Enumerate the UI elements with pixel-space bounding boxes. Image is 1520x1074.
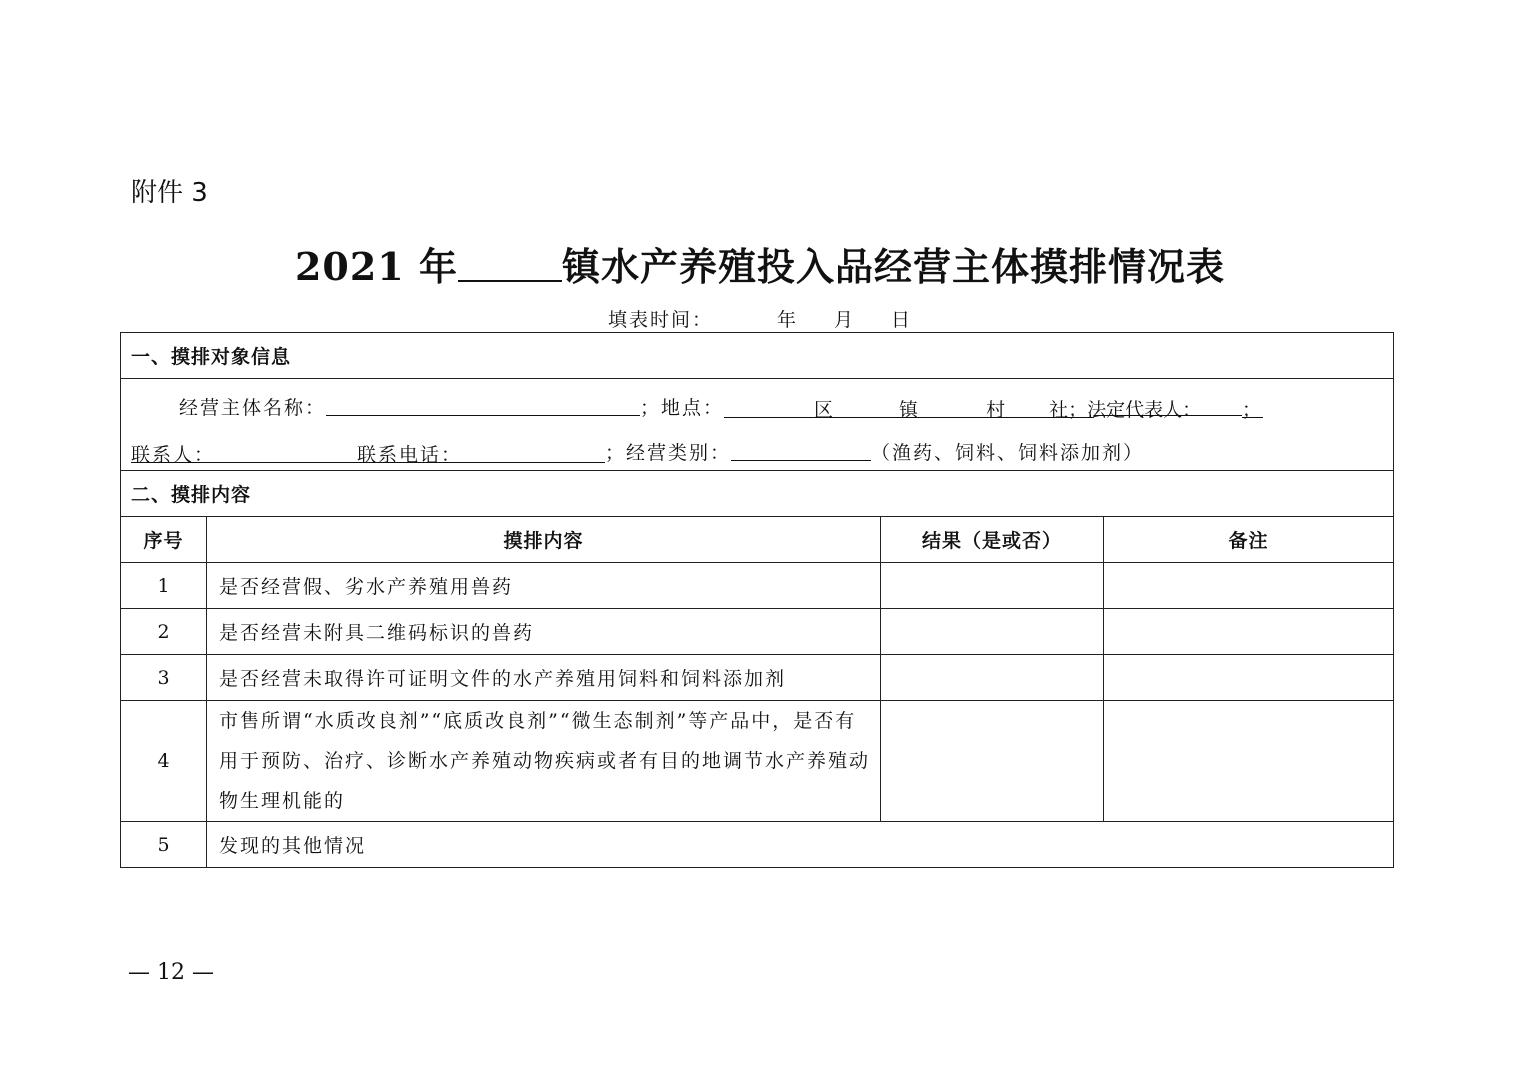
info-line-1 xyxy=(131,393,1383,420)
fill-time-year: 年 xyxy=(776,309,798,331)
row-result-cell[interactable] xyxy=(881,563,1104,609)
survey-form-table xyxy=(120,332,1394,868)
row-result-cell[interactable] xyxy=(881,655,1104,701)
header-no: 序号 xyxy=(121,517,207,563)
row-no: 4 xyxy=(121,701,207,822)
row-content[interactable]: 发现的其他情况 xyxy=(207,822,1394,868)
table-row xyxy=(121,563,1394,609)
category-options: （渔药、饲料、饲料添加剂） xyxy=(871,442,1145,464)
row-remark-cell[interactable] xyxy=(1104,609,1394,655)
contact-field[interactable] xyxy=(131,440,357,466)
row-no: 1 xyxy=(121,563,207,609)
contact-label: 联系人： xyxy=(131,444,216,466)
fill-time-day: 日 xyxy=(891,309,913,331)
phone-field[interactable] xyxy=(357,440,605,466)
location-label: ；地点： xyxy=(640,397,725,419)
entity-name-field[interactable] xyxy=(326,393,640,416)
district-label: 区 xyxy=(814,399,834,421)
section2-heading: 二、摸排内容 xyxy=(121,471,1394,517)
header-remark: 备注 xyxy=(1104,517,1394,563)
village-label: 村 xyxy=(986,399,1006,421)
header-content: 摸排内容 xyxy=(207,517,881,563)
row-remark-cell[interactable] xyxy=(1104,655,1394,701)
table-header-row xyxy=(121,517,1394,563)
title-year: 2021 年 xyxy=(294,244,458,289)
row-content: 是否经营未取得许可证明文件的水产养殖用饲料和饲料添加剂 xyxy=(207,655,881,701)
location-field[interactable] xyxy=(724,395,1202,421)
table-row xyxy=(121,609,1394,655)
title-rest: 镇水产养殖投入品经营主体摸排情况表 xyxy=(561,244,1225,289)
fill-time-month: 月 xyxy=(834,309,856,331)
category-field[interactable] xyxy=(731,438,871,461)
attachment-label: 附件 3 xyxy=(131,178,208,208)
section1-heading: 一、摸排对象信息 xyxy=(121,333,1394,379)
community-label: 社；法定代表人： xyxy=(1049,399,1202,421)
legal-rep-field[interactable] xyxy=(1094,393,1242,416)
row-no: 2 xyxy=(121,609,207,655)
row-remark-cell[interactable] xyxy=(1104,701,1394,822)
table-row xyxy=(121,822,1394,868)
row-remark-cell[interactable] xyxy=(1104,563,1394,609)
row-result-cell[interactable] xyxy=(881,701,1104,822)
fill-time-label: 填表时间： xyxy=(607,309,713,331)
title-town-blank[interactable] xyxy=(458,246,562,282)
row-no: 5 xyxy=(121,822,207,868)
town-label: 镇 xyxy=(899,399,919,421)
document-title xyxy=(0,236,1520,291)
row-no: 3 xyxy=(121,655,207,701)
header-result: 结果（是或否） xyxy=(881,517,1104,563)
table-row xyxy=(121,701,1394,822)
info-line-2 xyxy=(131,438,1383,465)
category-label: ；经营类别： xyxy=(605,442,732,464)
table-row xyxy=(121,655,1394,701)
row-result-cell[interactable] xyxy=(881,609,1104,655)
subject-info-block xyxy=(121,379,1394,471)
row-content: 是否经营假、劣水产养殖用兽药 xyxy=(207,563,881,609)
row-content: 市售所谓“水质改良剂”“底质改良剂”“微生态制剂”等产品中，是否有用于预防、治疗、诊断水产养殖动物疾病或者有目的地调节水产养殖动物生理机能的 xyxy=(207,701,881,822)
fill-time xyxy=(0,305,1520,332)
row-content: 是否经营未附具二维码标识的兽药 xyxy=(207,609,881,655)
phone-label: 联系电话： xyxy=(357,444,463,466)
entity-name-label: 经营主体名称： xyxy=(179,397,327,419)
page-number: — 12 — xyxy=(128,960,214,985)
end-semicolon: ； xyxy=(1242,395,1263,418)
